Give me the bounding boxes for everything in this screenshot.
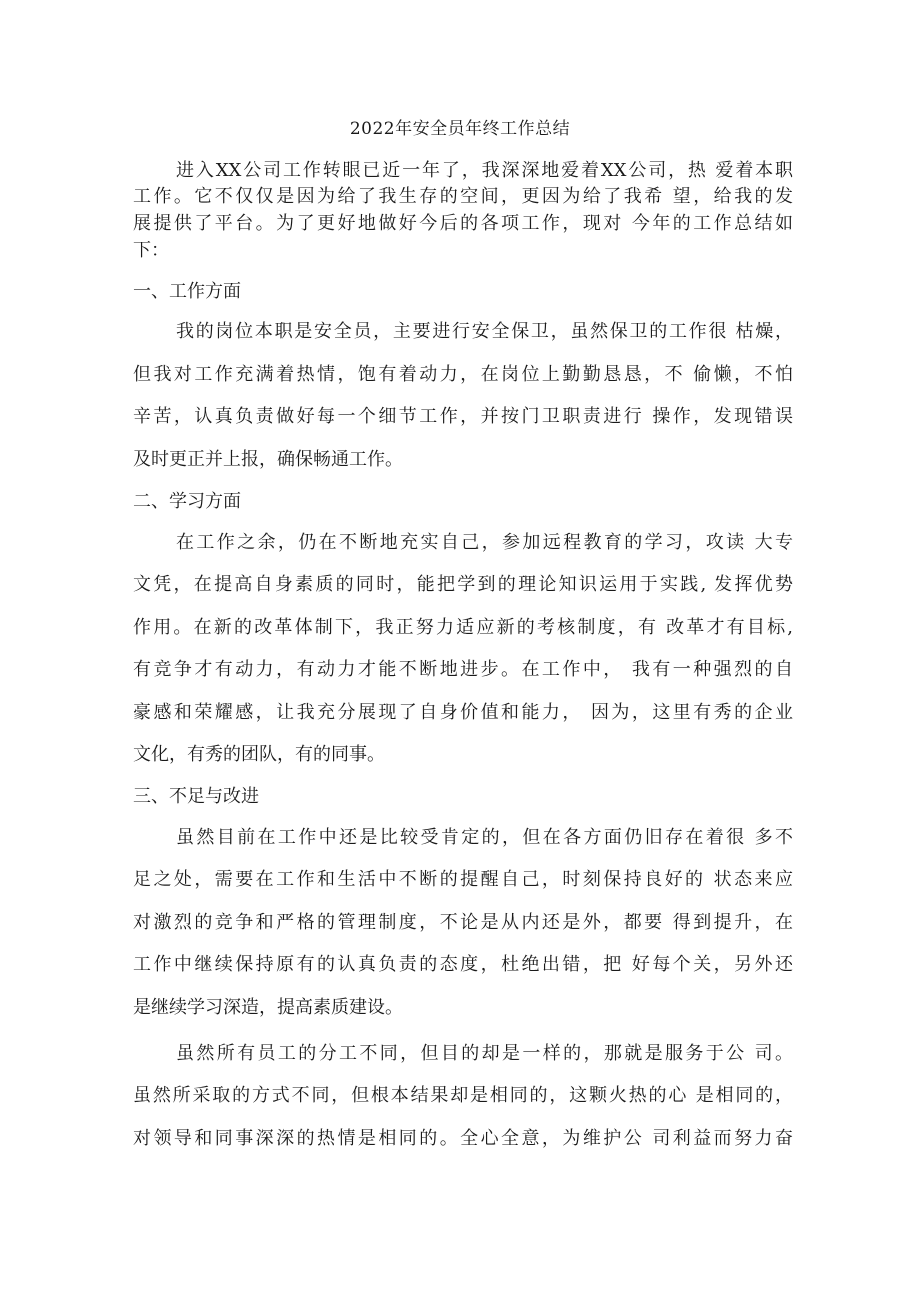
- closing-line: 虽然所采取的方式不同，但根本结果却是相同的，这颗火热的心 是相同的，: [133, 1085, 793, 1106]
- intro-line: 进入XX公司工作转眼已近一年了，我深深地爱着XX公司，热 爱着本职: [176, 160, 793, 181]
- section-line: 豪感和荣耀感，让我充分展现了自身价值和能力， 因为，这里有秀的企业: [133, 702, 793, 723]
- section-heading-work: 一、工作方面: [133, 281, 241, 302]
- section-line: 对激烈的竞争和严格的管理制度，不论是从内还是外，都要 得到提升，在: [133, 912, 793, 933]
- intro-line: 工作。它不仅仅是因为给了我生存的空间，更因为给了我希 望，给我的发: [133, 186, 793, 207]
- section-line: 文凭，在提高自身素质的同时，能把学到的理论知识运用于实践, 发挥优势: [133, 574, 793, 595]
- section-heading-improvement: 三、不足与改进: [133, 786, 259, 807]
- intro-line: 展提供了平台。为了更好地做好今后的各项工作，现对 今年的工作总结如: [133, 213, 793, 234]
- section-line: 辛苦，认真负责做好每一个细节工作，并按门卫职责进行 操作，发现错误: [133, 406, 793, 427]
- section-line: 在工作之余，仍在不断地充实自己，参加远程教育的学习，攻读 大专: [176, 532, 793, 553]
- section-line: 作用。在新的改革体制下，我正努力适应新的考核制度，有 改革才有目标,: [133, 617, 793, 638]
- section-line: 及时更正并上报，确保畅通工作。: [133, 449, 403, 470]
- intro-line: 下：: [133, 240, 169, 261]
- closing-line: 虽然所有员工的分工不同，但目的却是一样的，那就是服务于公 司。: [176, 1043, 793, 1064]
- section-line: 有竞争才有动力，有动力才能不断地进步。在工作中， 我有一种强烈的自: [133, 659, 793, 680]
- section-line: 是继续学习深造，提高素质建设。: [133, 997, 403, 1018]
- closing-line: 对领导和同事深深的热情是相同的。全心全意，为维护公 司利益而努力奋: [133, 1128, 793, 1149]
- section-line: 足之处，需要在工作和生活中不断的提醒自己，时刻保持良好的 状态来应: [133, 869, 793, 890]
- section-line: 文化，有秀的团队，有的同事。: [133, 744, 385, 765]
- section-line: 工作中继续保持原有的认真负责的态度，杜绝出错，把 好每个关，另外还: [133, 954, 793, 975]
- section-line: 但我对工作充满着热情，饱有着动力，在岗位上勤勤恳恳，不 偷懒，不怕: [133, 364, 793, 385]
- section-heading-study: 二、学习方面: [133, 491, 241, 512]
- document-title: 2022年安全员年终工作总结: [349, 119, 571, 139]
- section-line: 我的岗位本职是安全员，主要进行安全保卫，虽然保卫的工作很 枯燥，: [176, 321, 793, 342]
- section-line: 虽然目前在工作中还是比较受肯定的，但在各方面仍旧存在着很 多不: [176, 827, 793, 848]
